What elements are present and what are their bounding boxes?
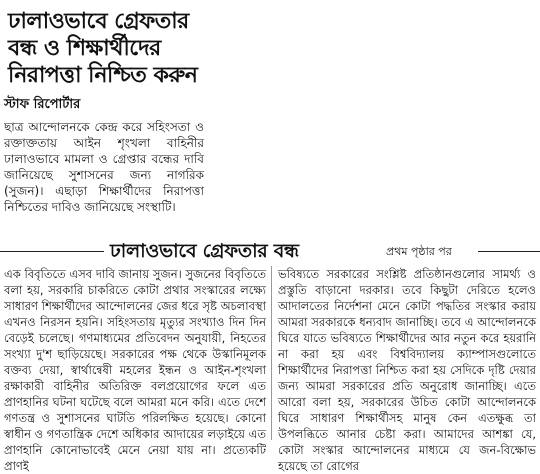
byline: স্টাফ রিপোর্টার <box>4 97 81 112</box>
article-header <box>0 0 210 236</box>
continuation-header <box>0 240 540 262</box>
body-text-right: ভবিষ্যতে সরকারের সংশ্লিষ্ট প্রতিষ্ঠানগুলোর সামর্থ্য ও প্রস্তুতি বাড়ানো দরকার। তবে কিছুটা দেরিতে হলেও আদালতের নির্দেশনা মেনে কোটা পদ্ধতির সংস্কার করায় আমরা সরকারকে ধন্যবাদ জানাচ্ছি। তবে এ আন্দোলনকে ঘিরে যাতে ভবিষ্যতে শিক্ষার্থীদের আর নতুন করে হয়রানি না করা হয় এবং বিশ্ববিদ্যালয় ক্যাম্পাসগুলোতে শিক্ষার্থীদের নিরাপত্তা নিশ্চিত করা হয় সেদিকে দৃষ্টি দেয়ার জন্য আমরা সরকারের প্রতি অনুরোধ জানাচ্ছি। এতে আরো বলা হয়, সরকারের উচিত কোটা আন্দোলনকে ঘিরে সাধারণ শিক্ষার্থীসহ মানুষ কেন এতক্ষুব্ধ তা উপলব্ধিতে আনার চেষ্টা করা। আমাদের আশঙ্কা যে, কোটা সংস্কার আন্দোলনের মাধ্যমে যে জন-বিক্ষোভ হয়েছে তা রোগের <box>278 267 536 473</box>
headline: ঢালাওভাবে গ্রেফতার বন্ধ ও শিক্ষার্থীদের নিরাপত্তা নিশ্চিত করুন <box>8 9 198 88</box>
column-divider <box>271 266 272 440</box>
rule-right <box>478 251 540 252</box>
body-column-right <box>278 266 536 473</box>
lead-paragraph: ছাত্র আন্দোলনকে কেন্দ্র করে সহিংসতা ও রক্তাক্ততায় আইন শৃংখলা বাহিনীর ঢালাওভাবে মামলা ও গ্রেপ্তার বন্ধের দাবি জানিয়েছে সুশাসনের জন্য নাগরিক (সুজন)। এছাড়া শিক্ষার্থীদের নিরাপত্তা নিশ্চিতের দাবিও জানিয়েছে সংস্থাটি। <box>4 120 204 214</box>
body-column-left <box>4 266 266 473</box>
body-text-left: এক বিবৃতিতে এসব দাবি জানায় সুজন। সুজনের বিবৃতিতে বলা হয়, সরকারি চাকরিতে কোটা প্রথার সংস্কারের লক্ষ্যে সাধারণ শিক্ষার্থীদের আন্দোলনের জের ধরে সৃষ্ট অচলাবস্থা এখনও নিরসন হয়নি। সহিংসতায় মৃত্যুর সংখ্যাও দিন দিন বেড়েই চলেছে। গণমাধ্যমের প্রতিবেদন অনুযায়ী, নিহতের সংখ্যা দু'শ ছাড়িয়েছে। সরকারের পক্ষ থেকে উস্কানিমূলক বক্তব্য দেয়া, স্বার্থান্বেষী মহলের ইন্ধন ও আইন-শৃংখলা রক্ষাকারী বাহিনীর অতিরিক্ত বলপ্রয়োগের ফলে এত প্রাণহানির ঘটনা ঘটেছে বলে আমরা মনে করি। এতে দেশে গণতন্ত্র ও সুশাসনের ঘাটতি পরিলক্ষিত হয়েছে। কোনো স্বাধীন ও গণতান্ত্রিক দেশে অধিকার আদায়ের লড়াইয়ে এত প্রাণহানি কোনোভাবেই মেনে নেয়া যায় না। প্রত্যেকটি প্রাণই <box>4 267 266 473</box>
rule-left <box>0 251 104 252</box>
continuation-title: ঢালাওভাবে গ্রেফতার বন্ধ <box>110 240 299 262</box>
continuation-note: প্রথম পৃষ্ঠার পর <box>386 245 452 258</box>
